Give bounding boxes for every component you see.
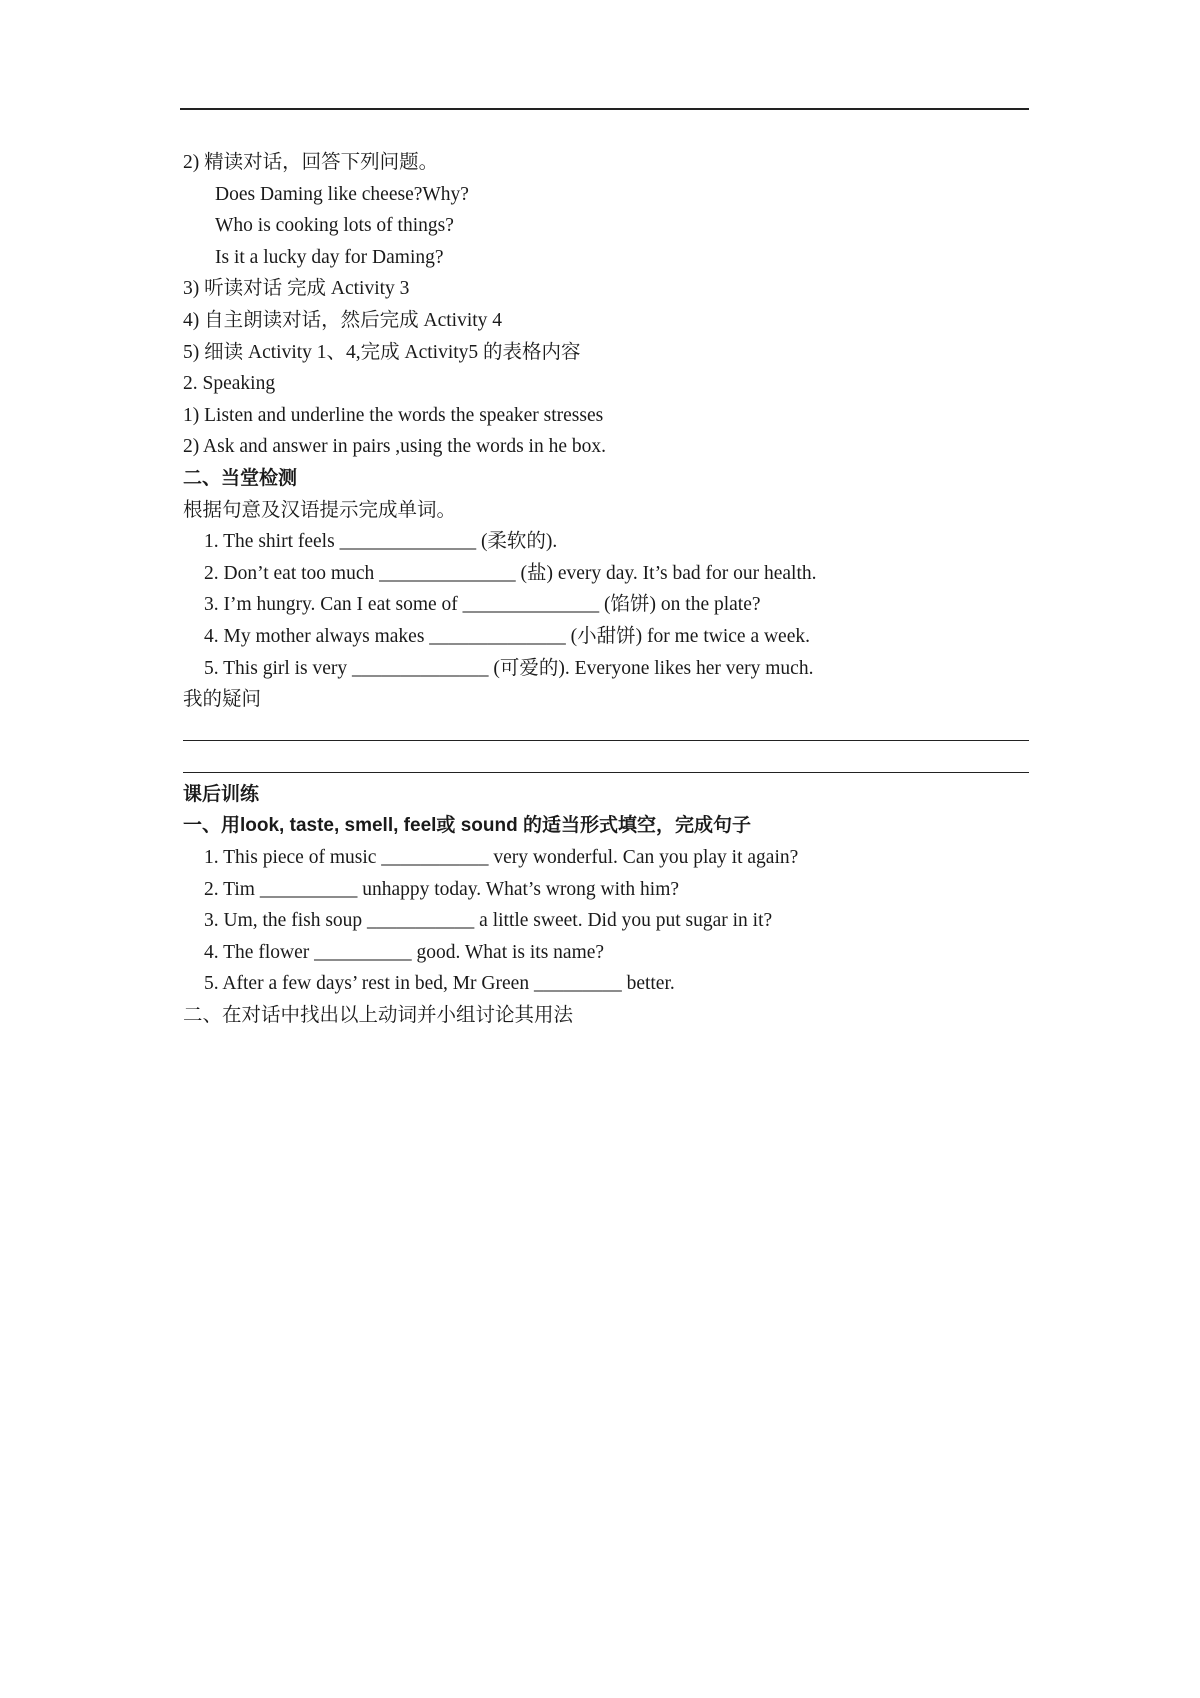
homework-item-3: 3. Um, the fish soup ___________ a little sweet. Did you put sugar in it? [204,910,773,932]
reading-question-1: Does Daming like cheese?Why? [215,183,469,205]
check-item-2: 2. Don’t eat too much ______________ (盐) every day. It’s bad for our health. [204,562,817,584]
worksheet-content [183,147,1029,1032]
homework-part-1: 一、用look, taste, smell, feel或 sound 的适当形式填空，完成句子 [183,815,751,837]
speaking-heading: 2. Speaking [183,373,276,395]
speaking-item-1: 1) Listen and underline the words the speaker stresses [183,404,604,426]
answer-line-2 [183,747,1029,779]
reading-item-5: 5) 细读 Activity 1、4,完成 Activity5 的表格内容 [183,341,581,363]
reading-question-3: Is it a lucky day for Daming? [215,246,444,268]
homework-item-2: 2. Tim __________ unhappy today. What’s wrong with him? [204,878,680,900]
reading-item-2: 2) 精读对话，回答下列问题。 [183,152,439,173]
reading-item-3: 3) 听读对话 完成 Activity 3 [183,278,410,300]
homework-part-2: 二、在对话中找出以上动词并小组讨论其用法 [183,1005,574,1027]
header-rule [180,108,1029,110]
answer-line-1 [183,716,1029,748]
speaking-item-2: 2) Ask and answer in pairs ,using the words in he box. [183,436,606,458]
check-item-5: 5. This girl is very ______________ (可爱的). Everyone likes her very much. [204,657,814,679]
check-item-3: 3. I’m hungry. Can I eat some of ______________ (馅饼) on the plate? [204,594,761,616]
check-instruction: 根据句意及汉语提示完成单词。 [183,499,457,521]
check-item-4: 4. My mother always makes ______________ (小甜饼) for me twice a week. [204,625,810,647]
reading-question-2: Who is cooking lots of things? [215,215,454,237]
check-heading: 二、当堂检测 [183,467,298,489]
check-item-1: 1. The shirt feels ______________ (柔软的). [204,531,558,553]
question-label: 我的疑问 [183,689,262,711]
homework-item-5: 5. After a few days’ rest in bed, Mr Green _________ better. [204,973,675,995]
homework-heading: 课后训练 [183,783,260,805]
reading-item-4: 4) 自主朗读对话，然后完成 Activity 4 [183,309,503,331]
homework-item-4: 4. The flower __________ good. What is its name? [204,941,605,963]
homework-item-1: 1. This piece of music ___________ very wonderful. Can you play it again? [204,847,799,869]
